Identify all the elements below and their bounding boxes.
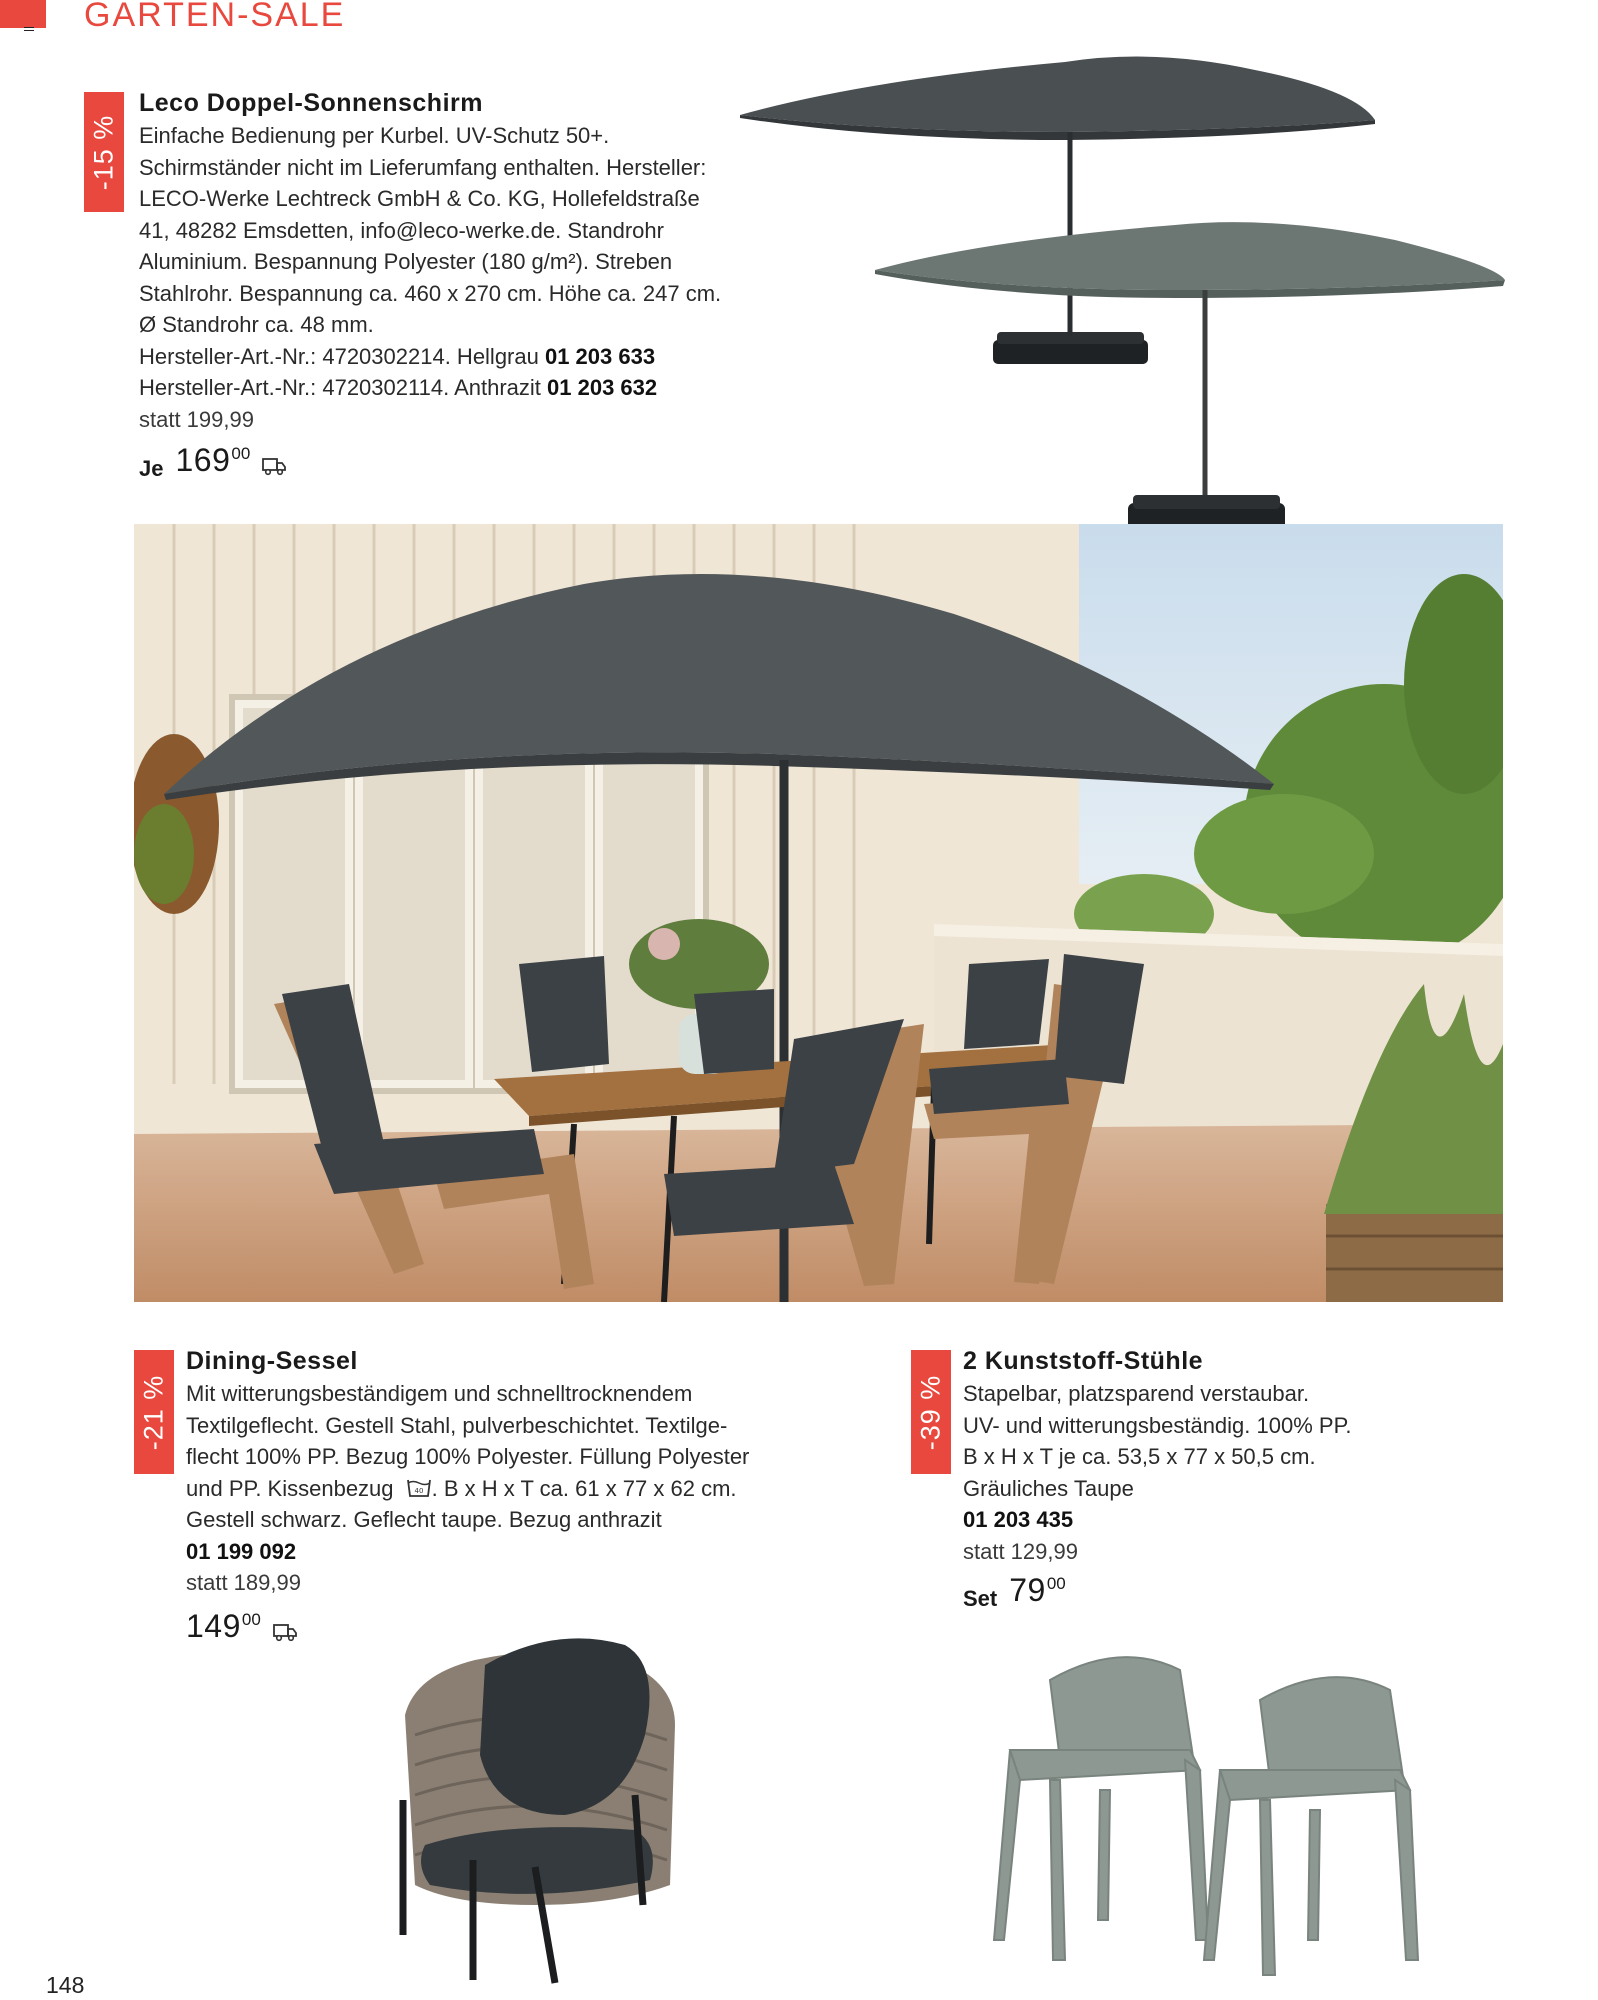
product-description-dining-chair: Mit witterungsbeständigem und schnelltrocknendem Textilgeflecht. Gestell Stahl, pulverbeschichtet. Textilge- flecht 100% PP. Bezug 100% Polyester. Füllung Polyester und PP. Kissenbezug 40 . B x H x T ca. 61 x 77 x 62 cm. Gestell schwarz. Geflecht taupe. Bezug anthrazit 01 199 092 statt 189,99 xyxy=(186,1378,749,1599)
discount-badge-dining-chair: -21 % xyxy=(134,1350,174,1474)
old-price: statt 199,99 xyxy=(139,406,254,432)
article-number: 01 199 092 xyxy=(186,1538,297,1564)
section-corner-marker xyxy=(0,0,46,28)
article-number: 01 203 632 xyxy=(547,375,658,400)
old-price: statt 129,99 xyxy=(963,1538,1078,1564)
product-description-umbrella: Einfache Bedienung per Kurbel. UV-Schutz 50+. Schirmständer nicht im Lieferumfang enthalten. Hersteller: LECO-Werke Lechtreck GmbH & Co. KG, Hollefeldstraße 41, 48282 Emsdetten, info@leco-werke.de. Standrohr Aluminium. Bespannung Polyester (180 g/m²). Streben Stahlrohr. Bespannung ca. 460 x 270 cm. Höhe ca. 247 cm. Ø Standrohr ca. 48 mm. Hersteller-Art.-Nr.: 4720302214. Hellgrau 01 203 633 Hersteller-Art.-Nr.: 4720302114. Anthrazit 01 203 632 statt 199,99 xyxy=(139,120,721,435)
article-number: 01 203 633 xyxy=(544,343,656,369)
product-title-dining-chair: Dining-Sessel xyxy=(186,1347,358,1375)
dining-chair-image xyxy=(385,1605,685,1990)
svg-text:40: 40 xyxy=(414,1486,424,1495)
wash-40-icon xyxy=(406,1478,432,1498)
page-number: 148 xyxy=(46,1972,85,1998)
old-price: statt 189,99 xyxy=(186,1570,301,1595)
truck-icon xyxy=(262,456,286,476)
article-number: 01 203 435 xyxy=(963,1507,1074,1532)
price-umbrella: Je 169 00 xyxy=(139,442,286,482)
plastic-chairs-image xyxy=(990,1640,1460,1980)
product-description-plastic-chairs: Stapelbar, platzsparend verstaubar. UV- und witterungsbeständig. 100% PP. B x H x T je ca. 53,5 x 77 x 50,5 cm. Gräuliches Taupe 01 203 435 statt 129,99 xyxy=(963,1378,1352,1567)
variant-light-grey: Hersteller-Art.-Nr.: 4720302214. Hellgrau 01 203 633 xyxy=(139,343,656,369)
price-plastic-chairs: Set 79 00 xyxy=(963,1572,1066,1611)
patio-scene-photo xyxy=(134,524,1503,1302)
product-title-umbrella: Leco Doppel-Sonnenschirm xyxy=(139,89,483,117)
price-dining-chair: 149 00 xyxy=(186,1608,297,1645)
discount-badge-umbrella: -15 % xyxy=(84,92,124,212)
variant-anthracite: Hersteller-Art.-Nr.: 4720302114. Anthrazit 01 203 632 xyxy=(139,375,658,400)
truck-icon xyxy=(273,1622,297,1642)
umbrella-product-image xyxy=(735,40,1515,540)
product-title-plastic-chairs: 2 Kunststoff-Stühle xyxy=(963,1347,1204,1375)
section-title: GARTEN-SALE xyxy=(84,0,346,34)
discount-badge-plastic-chairs: -39 % xyxy=(911,1350,951,1474)
